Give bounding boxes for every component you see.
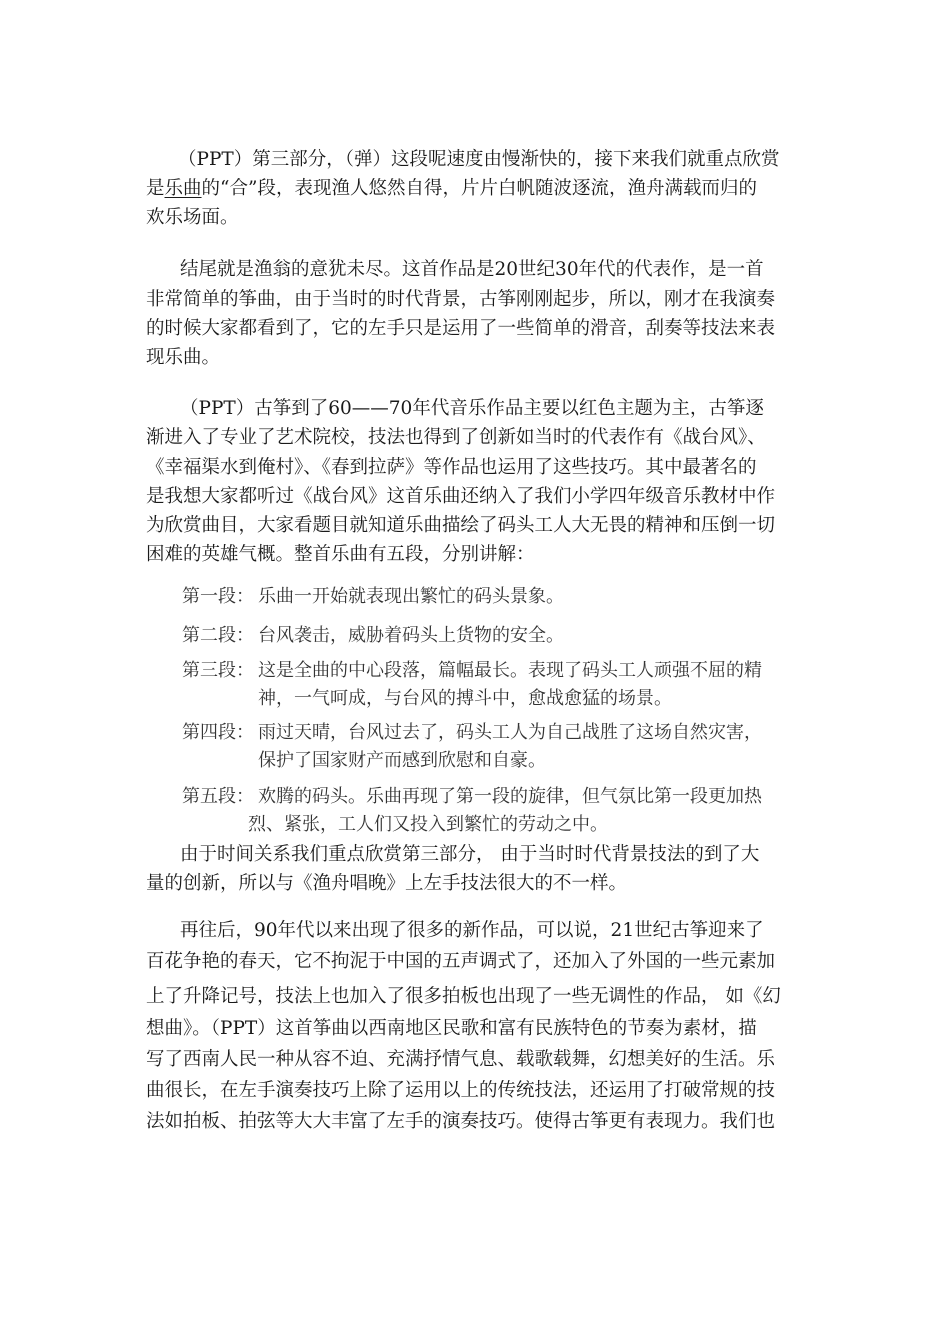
paragraph-3-line-4: 是我想大家都听过《战台风》这首乐曲还纳入了我们小学四年级音乐教材中作 <box>146 486 776 507</box>
paragraph-5-line-2: 百花争艳的春天，它不拘泥于中国的五声调式了，还加入了外国的一些元素加 <box>146 951 776 972</box>
paragraph-5-line-7: 法如拍板、拍弦等大大丰富了左手的演奏技巧。使得古筝更有表现力。我们也 <box>146 1111 776 1132</box>
segment-text: 烈、紧张，工人们又投入到繁忙的劳动之中。 <box>248 814 608 835</box>
paragraph-3-line-1: （PPT）古筝到了60——70年代音乐作品主要以红色主题为主，古筝逐 <box>180 398 764 419</box>
paragraph-3-line-3: 《幸福渠水到俺村》、《春到拉萨》等作品也运用了这些技巧。其中最著名的 <box>146 457 757 478</box>
paragraph-2-line-2: 非常简单的筝曲，由于当时的时代背景，古筝刚刚起步，所以，刚才在我演奏 <box>146 289 776 310</box>
segment-label: 第一段： <box>182 586 254 607</box>
paragraph-1-line-2-rest: 的“合”段，表现渔人悠然自得，片片白帆随波逐流，渔舟满载而归的 <box>201 178 757 199</box>
paragraph-1-line-2-prefix: 是 <box>146 178 165 199</box>
segment-text: 神，一气呵成，与台风的搏斗中，愈战愈猛的场景。 <box>258 688 672 709</box>
segment-text: 保护了国家财产而感到欣慰和自豪。 <box>258 750 546 771</box>
paragraph-4-line-2: 量的创新，所以与《渔舟唱晚》上左手技法很大的不一样。 <box>146 873 628 894</box>
paragraph-1-line-2 <box>146 176 757 202</box>
paragraph-2-line-4: 现乐曲。 <box>146 347 221 368</box>
segment-label: 第四段： <box>182 722 254 743</box>
segment-text: 欢腾的码头。乐曲再现了第一段的旋律，但气氛比第一段更加热 <box>258 786 762 807</box>
paragraph-5-line-3: 上了升降记号，技法上也加入了很多拍板也出现了一些无调性的作品， 如《幻 <box>146 986 781 1007</box>
paragraph-1-line-1: （PPT）第三部分，（弹）这段呢速度由慢渐快的，接下来我们就重点欣赏 <box>178 149 780 170</box>
segment-text: 这是全曲的中心段落，篇幅最长。表现了码头工人顽强不屈的精 <box>258 660 762 681</box>
paragraph-2-line-1: 结尾就是渔翁的意犹未尽。这首作品是20世纪30年代的代表作，是一首 <box>180 259 764 280</box>
paragraph-3-line-5: 为欣赏曲目，大家看题目就知道乐曲描绘了码头工人大无畏的精神和压倒一切 <box>146 515 776 536</box>
paragraph-5-line-4: 想曲》。（PPT）这首筝曲以西南地区民歌和富有民族特色的节奏为素材，描 <box>146 1018 757 1039</box>
segment-text: 台风袭击，威胁着码头上货物的安全。 <box>258 625 564 646</box>
paragraph-5-line-6: 曲很长，在左手演奏技巧上除了运用以上的传统技法，还运用了打破常规的技 <box>146 1080 776 1101</box>
segment-label: 第五段： <box>182 786 254 807</box>
paragraph-2-line-3: 的时候大家都看到了，它的左手只是运用了一些简单的滑音，刮奏等技法来表 <box>146 318 776 339</box>
segment-label: 第三段： <box>182 660 254 681</box>
paragraph-1-line-3: 欢乐场面。 <box>146 207 239 228</box>
segment-label: 第二段： <box>182 625 254 646</box>
paragraph-3-line-2: 渐进入了专业了艺术院校，技法也得到了创新如当时的代表作有《战台风》、 <box>146 427 766 448</box>
paragraph-5-line-1: 再往后，90年代以来出现了很多的新作品，可以说，21世纪古筝迎来了 <box>180 920 764 941</box>
music-link[interactable]: 乐曲 <box>164 178 202 199</box>
segment-text: 乐曲一开始就表现出繁忙的码头景象。 <box>258 586 564 607</box>
paragraph-4-line-1: 由于时间关系我们重点欣赏第三部分， 由于当时时代背景技法的到了大 <box>180 844 760 865</box>
paragraph-3-line-6: 困难的英雄气概。整首乐曲有五段，分别讲解： <box>146 544 535 565</box>
segment-text: 雨过天晴，台风过去了，码头工人为自己战胜了这场自然灾害， <box>258 722 762 743</box>
paragraph-5-line-5: 写了西南人民一种从容不迫、充满抒情气息、载歌载舞，幻想美好的生活。乐 <box>146 1049 776 1070</box>
